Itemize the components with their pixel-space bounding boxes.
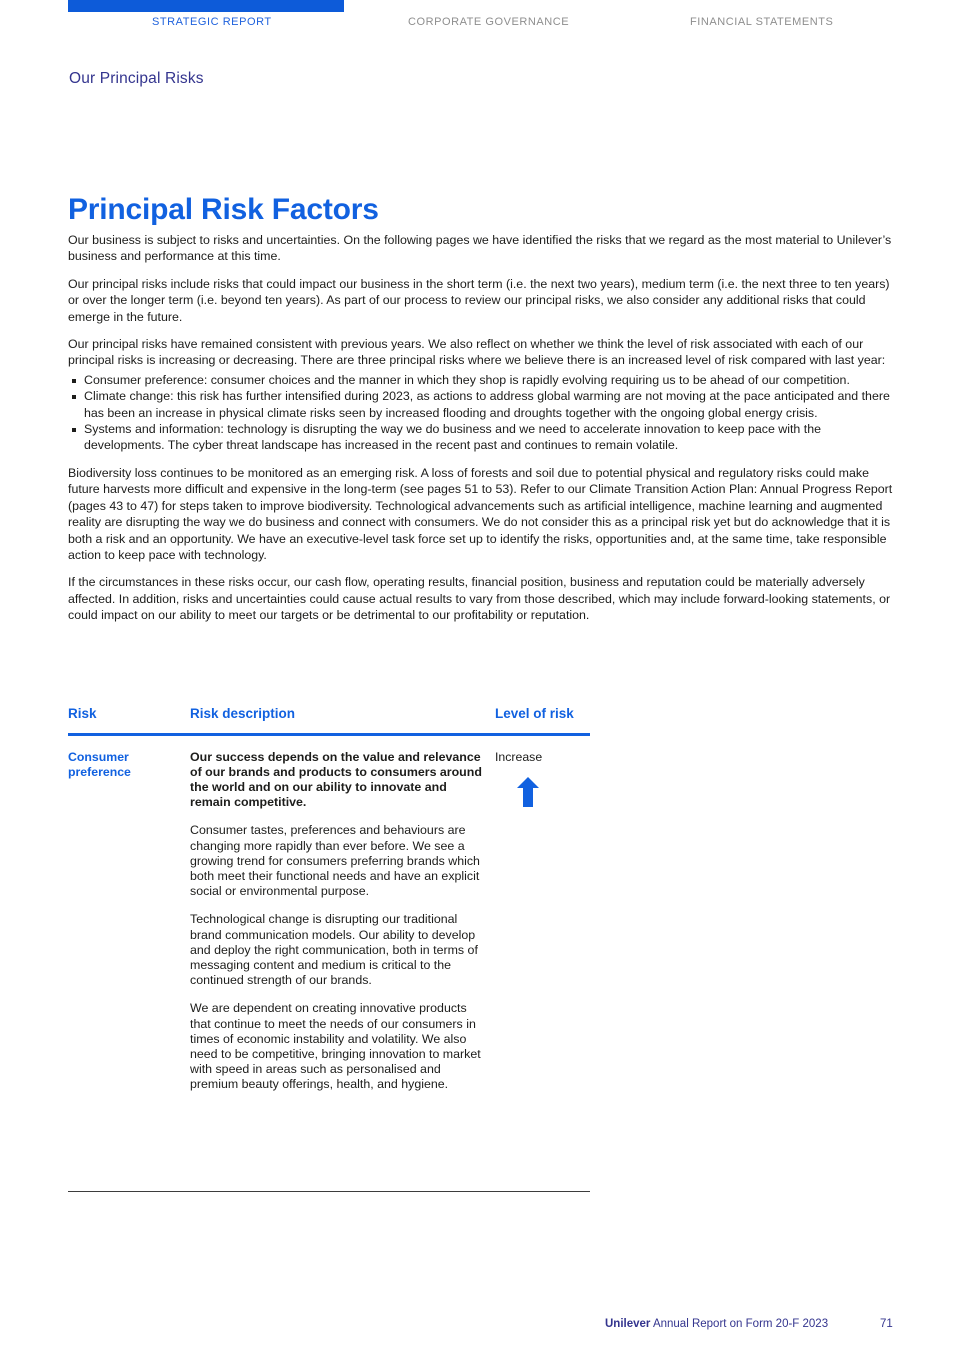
level-of-risk-label: Increase — [495, 749, 543, 764]
intro-paragraph-1: Our business is subject to risks and uncertainties. On the following pages we have identified the risks that we regard as the most material to Unilever’s business and performance at this time. — [68, 233, 892, 264]
risk-description-cell — [190, 750, 485, 1106]
footer-report-text: Annual Report on Form 20-F 2023 — [650, 1318, 829, 1330]
table-header-row — [68, 706, 590, 730]
column-header-risk: Risk — [68, 706, 97, 721]
risk-description-paragraph: Technological change is disrupting our traditional brand communication models. Our ability to develop and deploy the right communication, both in terms of messaging content and medium is critical to the continued strength of our brands. — [190, 912, 478, 988]
table-row — [68, 736, 590, 1154]
intro-paragraph-5: If the circumstances in these risks occur, our cash flow, operating results, financial position, business and reputation could be materially adversely affected. In addition, risks and uncertainties could cause actual results to vary from those described, which may include forward-looking statements, or could impact on our ability to meet our targets or be detrimental to our profitability or reputation. — [68, 575, 891, 623]
list-item: Systems and information: technology is disrupting the way we do business and we need to accelerate innovation to keep pace with the developments. The cyber threat landscape has increased in the recent past and continues to remain volatile. — [68, 421, 900, 454]
footer-page-number: 71 — [880, 1318, 893, 1330]
intro-paragraph-3: Our principal risks have remained consistent with previous years. We also reflect on whether we think the level of risk associated with each of our principal risks is increasing or decreasing. There are three principal risks where we believe there is an increased level of risk compared with last year: — [68, 337, 886, 368]
intro-paragraph-4: Biodiversity loss continues to be monitored as an emerging risk. A loss of forests and soil due to potential physical and regulatory risks could make future harvests more difficult and expensive in the long-term (see pages 51 to 53). Refer to our Climate Transition Action Plan: Annual Progress Report (pages 43 to 47) for steps taken to improve biodiversity. Technological advancements such as artificial intelligence, machine learning and augmented reality are disrupting the way we do business and connect with consumers. We do not consider this as a principal risk yet but do acknowledge that it is both a risk and an opportunity. We have an executive-level task force set up to identify the risks, opportunities and, at the same time, take responsible action to keep pace with technology. — [68, 465, 893, 562]
list-item: Consumer preference: consumer choices and the manner in which they shop is rapidly evolving requiring us to be ahead of our competition. — [68, 372, 900, 388]
section-eyebrow: Our Principal Risks — [69, 70, 204, 87]
arrow-up-icon — [517, 777, 539, 807]
page-footer — [0, 1318, 968, 1338]
risk-name-cell: Consumer preference — [68, 749, 131, 779]
principal-risks-table — [68, 706, 590, 1154]
level-of-risk-cell — [495, 750, 590, 807]
risk-description-paragraph: Consumer tastes, preferences and behaviours are changing more rapidly than ever before. We see a growing trend for consumers preferring brands which both meet their functional needs and have an explicit social or environmental purpose. — [190, 823, 480, 899]
tab-strategic-report[interactable]: STRATEGIC REPORT — [152, 16, 272, 28]
page-title: Principal Risk Factors — [68, 193, 379, 227]
tab-financial-statements[interactable]: FINANCIAL STATEMENTS — [690, 16, 834, 28]
active-tab-indicator-bar — [68, 0, 344, 12]
table-row-divider — [68, 1191, 590, 1192]
increased-risk-list — [68, 372, 900, 454]
list-item: Climate change: this risk has further intensified during 2023, as actions to address global warming are not moving at the pace anticipated and there has been an increase in physical climate risks seen by increased flooding and droughts together with the ongoing global energy crisis. — [68, 388, 900, 421]
column-header-risk-description: Risk description — [190, 706, 296, 721]
footer-brand: Unilever — [605, 1318, 651, 1330]
top-navigation — [0, 0, 968, 40]
intro-paragraph-2: Our principal risks include risks that could impact our business in the short term (i.e. the next two years), medium term (i.e. the next three to ten years) or over the longer term (i.e. beyond ten years). As part of our process to review our principal risks, we also consider any additional risks that could emerge in the future. — [68, 276, 890, 324]
risk-description-paragraph: We are dependent on creating innovative products that continue to meet the needs of our consumers in times of economic instability and volatility. We also need to be competitive, bringing innovation to market with speed in areas such as personalised and premium beauty offerings, health, and hygiene. — [190, 1001, 481, 1092]
intro-body — [68, 232, 900, 635]
risk-description-lead: Our success depends on the value and relevance of our brands and products to consumers around the world and on our ability to innovate and remain competitive. — [190, 749, 482, 810]
column-header-level-of-risk: Level of risk — [495, 706, 574, 721]
footer-report-title — [605, 1318, 828, 1330]
tab-corporate-governance[interactable]: CORPORATE GOVERNANCE — [408, 16, 570, 28]
